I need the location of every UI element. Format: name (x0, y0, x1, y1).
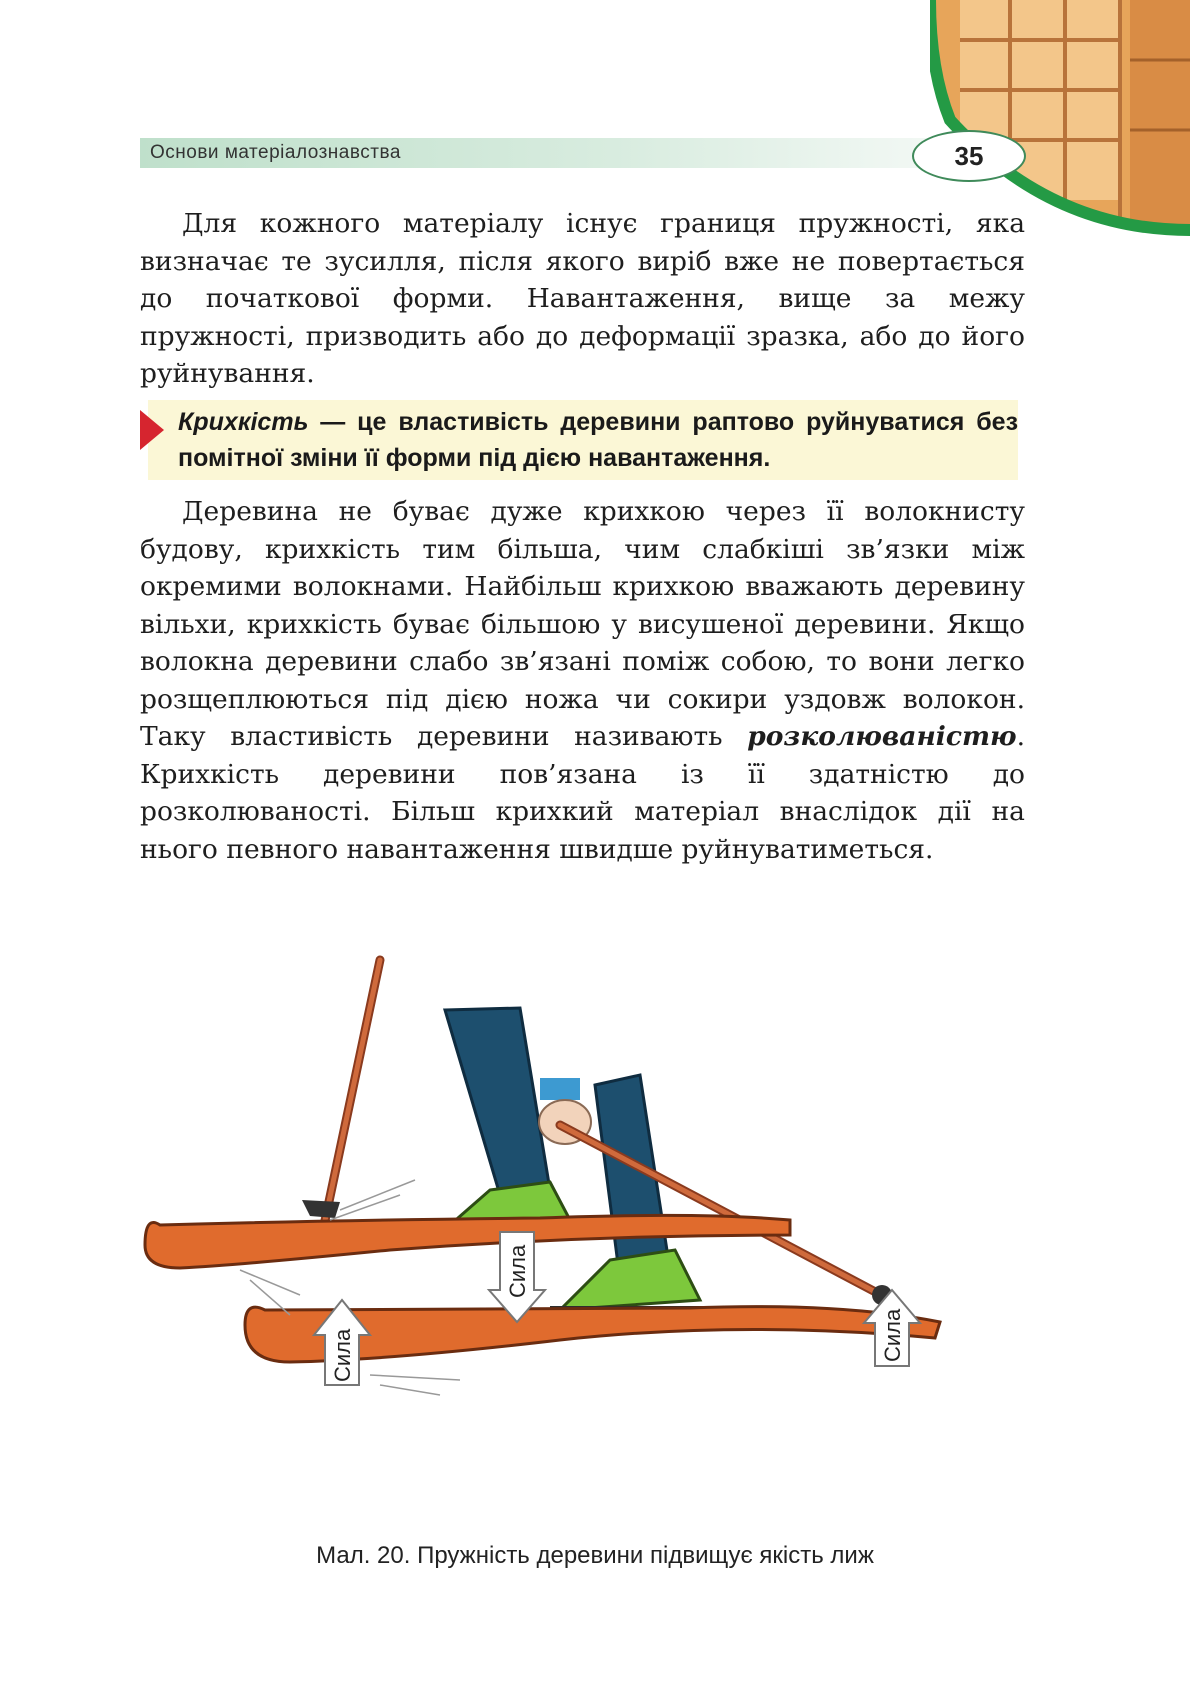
paragraph-brittleness (140, 493, 1025, 868)
paragraph-2-part-2: . Крихкість деревини пов’язана із її здатністю до розколюваності. Більш крихкий матеріал внаслідок дії на нього певного навантаження швидше руйнуватиметься. (140, 721, 1025, 865)
red-triangle-marker-icon (140, 410, 164, 450)
force-label-center: Сила (505, 1244, 530, 1298)
term-splittability: розколюваністю (747, 721, 1017, 752)
definition-term: Крихкість (178, 408, 309, 436)
upper-ski (145, 1215, 790, 1268)
section-title: Основи матеріалознавства (150, 142, 401, 163)
left-ski-pole (302, 960, 380, 1230)
skier-illustration (140, 950, 1040, 1530)
definition-brittleness (178, 404, 1018, 476)
paragraph-elastic-limit: Для кожного матеріалу існує границя пружності, яка визначає те зусилля, після якого виріб вже не повертається до початкової форми. Навантаження, вище за межу пружності, призводить або до деформації зразка, або до його руйнування. (140, 208, 1025, 389)
force-label-right: Сила (880, 1308, 905, 1362)
paragraph-2-part-1: Деревина не буває дуже крихкою через її волокнисту будову, крихкість тим більша, чим слабкіші зв’язки між окремими волокнами. Найбільш крихкою вважають деревину вільхи, крихкість буває більшою у висушеної деревини. Якщо волокна деревини слабо зв’язані поміж собою, то вони легко розщеплюються під дією ножа чи сокири уздовж волокон. Таку властивість деревини називають (140, 496, 1025, 752)
definition-body: — це властивість деревини раптово руйнуватися без помітної зміни її форми під дією навантаження. (178, 408, 1018, 472)
force-label-left: Сила (330, 1328, 355, 1382)
figure-caption: Мал. 20. Пружність деревини підвищує якість лиж (316, 1542, 874, 1569)
corner-wardrobe-photo (930, 0, 1190, 240)
page-number: 35 (912, 130, 1026, 182)
